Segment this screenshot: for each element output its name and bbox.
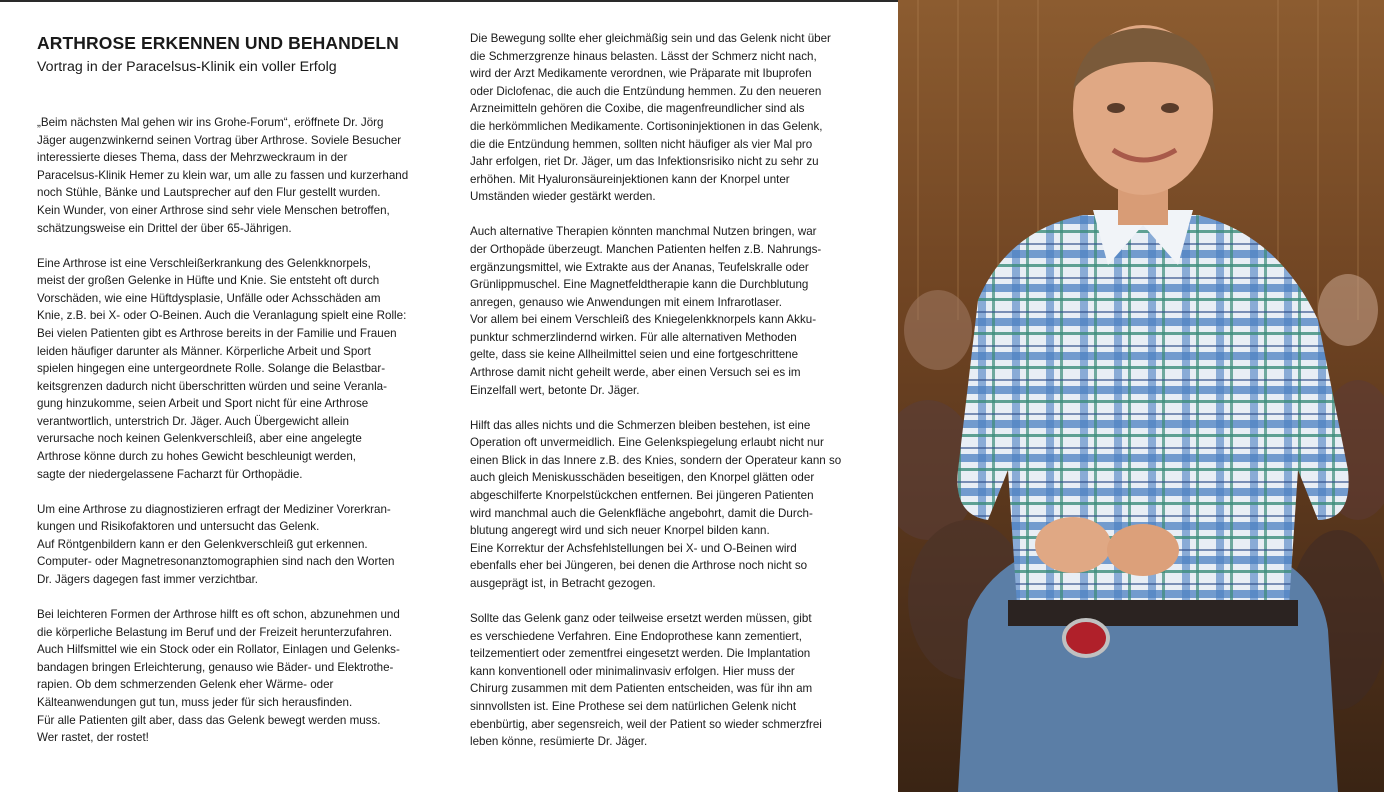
paragraph: Bei leichteren Formen der Arthrose hilft es oft schon, abzunehmen und die körperliche Belastung im Beruf und der Freizeit herunterzufahren. Auch Hilfsmittel wie ein Stock oder ein Rollator, Einlagen und Gelenks- bandagen bringen Erleichterung, genauso wie Bäder- und Elektrothe- rapien. Ob dem schmerzenden Gelenk eher Wärme- oder Kälteanwendungen gut tun, muss jeder für sich herausfinden. Für alle Patienten gilt aber, dass das Gelenk bewegt werden muss. Wer rastet, der rostet! <box>37 608 400 745</box>
article-column-left <box>37 30 447 764</box>
speaker-illustration <box>898 0 1384 792</box>
paragraph: Hilft das alles nichts und die Schmerzen bleiben bestehen, ist eine Operation oft unvermeidlich. Eine Gelenkspiegelung erlaubt nicht nur einen Blick in das Innere z.B. des Knies, sondern der Operateur kann so auch gleich Meniskusschäden beseitigen, den Knorpel glätten oder abgeschilferte Knorpelstückchen entfernen. Bei jüngeren Patienten wird manchmal auch die Gelenkfläche angebohrt, damit die Durch- blutung angeregt wird und sich neuer Knorpel bilden kann. Eine Korrektur der Achsfehlstellungen bei X- und O-Beinen wird ebenfalls eher bei Jüngeren, bei denen die Arthrose noch nicht so ausgeprägt ist, in Betracht gezogen. <box>470 418 842 590</box>
paragraph: Eine Arthrose ist eine Verschleißerkrankung des Gelenkknorpels, meist der großen Gelenke in Hüfte und Knie. Sie entsteht oft durch Vorschäden, wie eine Hüftdysplasie, Unfälle oder Achsschäden am Knie, z.B. bei X- oder O-Beinen. Auch die Veranlagung spielt eine Rolle: Bei vielen Patienten gibt es Arthrose bereits in der Familie und Frauen leiden häufiger darunter als Männer. Körperliche Arbeit und Sport spielen hingegen eine untergeordnete Rolle. Solange die Belastbar- keitsgrenzen dadurch nicht überschritten würden und seine Veranla- gung hinzukomme, seien Arbeit und Sport nicht für eine Arthrose verantwortlich, unterstrich Dr. Jäger. Auch Übergewicht allein verursache noch keinen Gelenkverschleiß, aber eine angelegte Arthrose könne durch zu hohes Gewicht beschleunigt werden, sagte der niedergelassene Facharzt für Orthopädie. <box>37 256 407 481</box>
article-title: ARTHROSE ERKENNEN UND BEHANDELN <box>37 33 399 53</box>
speaker-photo <box>898 0 1384 792</box>
paragraph: Sollte das Gelenk ganz oder teilweise ersetzt werden müssen, gibt es verschiedene Verfahren. Eine Endoprothese kann zementiert, teilzementiert oder zementfrei eingesetzt werden. Die Implantation kann konventionell oder minimalinvasiv erfolgen. Hier muss der Chirurg zusammen mit dem Patienten entscheiden, was für ihn am sinnvollsten ist. Eine Prothese sei dem natürlichen Gelenk nicht ebenbürtig, aber segensreich, weil der Patient so wieder schmerzfrei leben könne, resümierte Dr. Jäger. <box>470 611 822 749</box>
paragraph: Die Bewegung sollte eher gleichmäßig sein und das Gelenk nicht über die Schmerzgrenze hinaus belasten. Lässt der Schmerz nicht nach, wird der Arzt Medikamente verordnen, wie Präparate mit Ibuprofen oder Diclofenac, die auch die Entzündung hemmen. Zu den neueren Arzneimitteln gehören die Coxibe, die magenfreundlicher sind als die herkömmlichen Medikamente. Cortisoninjektionen in das Gelenk, die die Entzündung hemmen, sollten nicht häufiger als vier Mal pro Jahr erfolgen, riet Dr. Jäger, um das Infektionsrisiko nicht zu sehr zu erhöhen. Mit Hyaluronsäureinjektionen kann der Knorpel unter Umständen wieder gestärkt werden. <box>470 32 831 204</box>
article-subtitle: Vortrag in der Paracelsus-Klinik ein voller Erfolg <box>37 59 337 75</box>
paragraph: „Beim nächsten Mal gehen wir ins Grohe-Forum“, eröffnete Dr. Jörg Jäger augenzwinkernd seinen Vortrag über Arthrose. Soviele Besucher interessierte dieses Thema, dass der Mehrzweckraum in der Paracelsus-Klinik Hemer zu klein war, um alle zu fassen und kurzerhand noch Stühle, Bänke und Lautsprecher auf den Flur gestellt wurden. Kein Wunder, von einer Arthrose sind sehr viele Menschen betroffen, schätzungsweise ein Drittel der über 65-Jährigen. <box>37 116 409 235</box>
article-column-middle <box>470 30 878 768</box>
paragraph: Auch alternative Therapien könnten manchmal Nutzen bringen, war der Orthopäde überzeugt. Manchen Patienten helfen z.B. Nahrungs- ergänzungsmittel, wie Extrakte aus der Ananas, Teufelskralle oder Grünlippmuschel. Eine Magnetfeldtherapie kann die Durchblutung anregen, genauso wie Anwendungen mit einem Infrarotlaser. Vor allem bei einem Verschleiß des Kniegelenkknorpels kann Akku- punktur schmerzlindernd wirken. Für alle alternativen Methoden gelte, dass sie keine Allheilmittel seien und eine fortgeschrittene Arthrose damit nicht geheilt werde, aber einen Versuch sei es im Einzelfall wert, betonte Dr. Jäger. <box>470 225 822 397</box>
paragraph: Um eine Arthrose zu diagnostizieren erfragt der Mediziner Vorerkran- kungen und Risikofaktoren und untersucht das Gelenk. Auf Röntgenbildern kann er den Gelenkverschleiß gut erkennen. Computer- oder Magnetresonanztomographien sind nach den Worten Dr. Jägers dagegen fast immer verzichtbar. <box>37 502 395 587</box>
